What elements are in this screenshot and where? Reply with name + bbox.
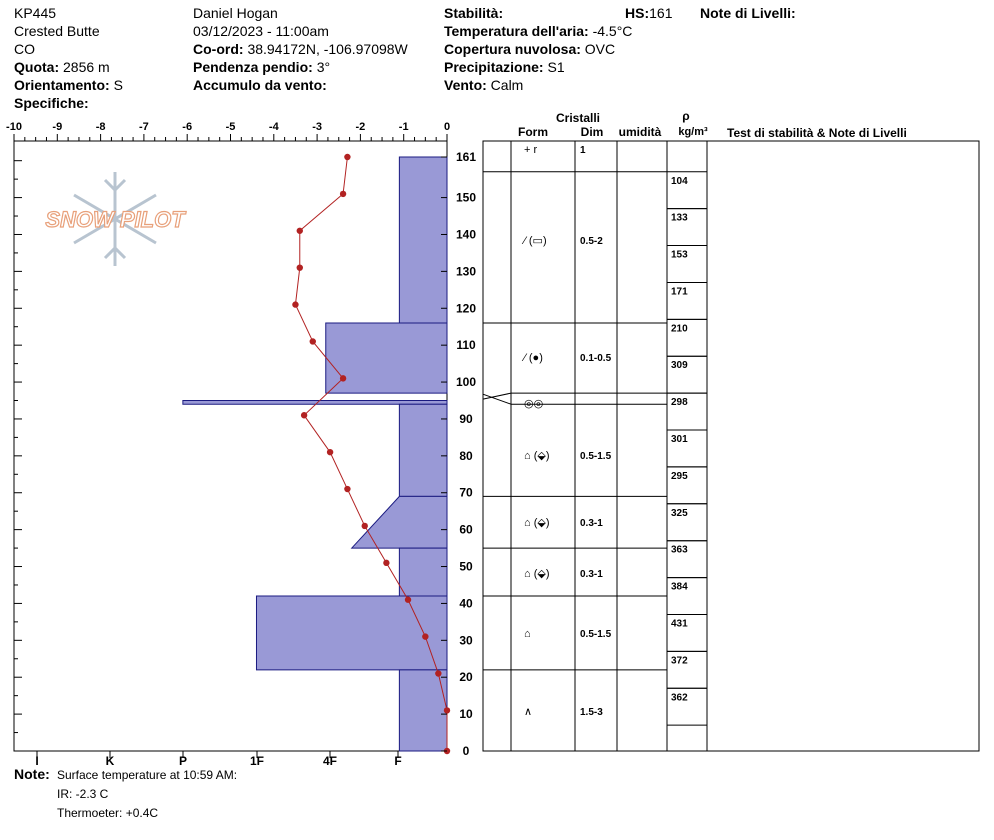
temp-tick-label-1: -9 (52, 121, 63, 133)
density-value-9: 325 (671, 507, 688, 519)
grain-form-7: ⌂ (524, 628, 531, 640)
temperature-point-4 (292, 301, 298, 307)
hardness-segment-1 (326, 323, 447, 393)
temperature-point-11 (383, 560, 389, 566)
grain-size-0: 1 (580, 145, 586, 156)
grain-form-4: ⌂ (⬙) (524, 450, 550, 462)
temperature-point-0 (344, 154, 350, 160)
temperature-point-13 (422, 633, 428, 639)
temp-tick-label-6: -4 (268, 121, 279, 133)
hs-label: HS: (625, 5, 650, 21)
grain-size-1: 0.5-2 (580, 236, 603, 247)
temperature-point-3 (297, 264, 303, 270)
density-value-3: 171 (671, 286, 688, 298)
density-value-11: 384 (671, 581, 688, 593)
notes-line-2: IR: -2.3 C (57, 787, 109, 801)
hardness-tick-label-4: 4F (322, 754, 338, 768)
height-tick-label-15: 150 (455, 190, 477, 205)
grain-form-2: ⁄ (●) (524, 352, 543, 364)
elevation-value: 2856 m (63, 59, 110, 75)
aspect-value: S (113, 77, 123, 93)
density-value-1: 133 (671, 212, 688, 224)
height-tick-label-2: 20 (459, 670, 473, 685)
logo-text: SNOW PILOT (45, 207, 185, 232)
height-tick-label-12: 120 (455, 301, 477, 316)
height-tick-label-0: 0 (462, 744, 470, 758)
hardness-segment-3 (399, 404, 447, 496)
temperature-point-10 (362, 523, 368, 529)
state: CO (14, 41, 35, 57)
hardness-segment-5 (399, 548, 447, 596)
wind-value: Calm (490, 77, 524, 93)
density-value-4: 210 (671, 323, 688, 335)
density-value-13: 372 (671, 655, 688, 667)
humidity-header: umidità (618, 125, 662, 139)
height-tick-label-16: 161 (455, 150, 477, 164)
temperature-point-8 (327, 449, 333, 455)
layer-notes-label: Note di Livelli: (700, 5, 796, 21)
hardness-profile (183, 157, 447, 751)
grain-form-1: ⁄ (▭) (524, 235, 547, 247)
temp-tick-label-10: 0 (443, 121, 451, 133)
height-tick-label-1: 10 (459, 707, 473, 722)
grain-size-8: 1.5-3 (580, 707, 603, 718)
table-frame (483, 141, 979, 751)
height-tick-label-3: 30 (459, 633, 473, 648)
density-value-8: 295 (671, 470, 688, 482)
rho-header: ρ (682, 109, 690, 123)
height-tick-label-6: 60 (459, 522, 473, 537)
notes-title: Note: (14, 766, 50, 782)
density-value-6: 298 (671, 397, 688, 409)
stability-label: Stabilità: (444, 5, 504, 21)
stability-notes-header: Test di stabilità & Note di Livelli (727, 126, 907, 140)
grain-form-3: ◎◎ (524, 398, 544, 410)
temperature-point-1 (340, 191, 346, 197)
temperature-point-15 (444, 707, 450, 713)
density-value-7: 301 (671, 434, 688, 446)
grain-form-8: ∧ (524, 706, 533, 718)
height-tick-label-13: 130 (455, 264, 477, 279)
precip-label: Precipitazione: (444, 59, 544, 75)
temp-tick-label-2: -8 (95, 121, 106, 133)
coord-value: 38.94172N, -106.97098W (247, 41, 408, 57)
temperature-point-2 (297, 228, 303, 234)
hs-value: 161 (649, 5, 673, 21)
hardness-segment-2 (183, 401, 447, 405)
temperature-point-7 (301, 412, 307, 418)
height-tick-label-4: 40 (459, 596, 473, 611)
density-value-0: 104 (671, 175, 688, 187)
notes-line-1: Surface temperature at 10:59 AM: (57, 768, 238, 782)
temperature-point-6 (340, 375, 346, 381)
temp-tick-label-0: -10 (6, 121, 22, 133)
hardness-tick-label-1: K (105, 754, 115, 768)
hardness-tick-label-5: F (394, 754, 402, 768)
height-tick-label-5: 50 (459, 559, 473, 574)
snowpilot-logo (45, 172, 186, 266)
observer: Daniel Hogan (193, 5, 278, 21)
layer-table (483, 109, 979, 751)
height-tick-label-7: 70 (459, 485, 473, 500)
slope-label: Pendenza pendio: (193, 59, 313, 75)
temperature-point-12 (405, 597, 411, 603)
grain-form-5: ⌂ (⬙) (524, 517, 550, 529)
hardness-segment-6 (256, 596, 447, 670)
grain-form-0: + r (524, 144, 538, 156)
hardness-segment-0 (399, 157, 447, 323)
grain-size-5: 0.3-1 (580, 518, 603, 529)
coord-label: Co-ord: (193, 41, 244, 57)
precip-value: S1 (547, 59, 565, 75)
temp-tick-label-9: -1 (398, 121, 409, 133)
slope-value: 3° (316, 59, 331, 75)
density-value-5: 309 (671, 360, 688, 372)
height-tick-label-8: 80 (459, 448, 473, 463)
temp-tick-label-3: -7 (139, 121, 149, 133)
hardness-tick-label-3: 1F (249, 754, 265, 768)
grain-size-7: 0.5-1.5 (580, 629, 612, 640)
height-tick-label-10: 100 (455, 375, 477, 390)
temp-tick-label-7: -3 (312, 121, 322, 133)
height-tick-label-11: 110 (456, 338, 476, 353)
temperature-point-9 (344, 486, 350, 492)
wind-load-label: Accumulo da vento: (193, 77, 327, 93)
height-tick-label-9: 90 (459, 411, 473, 426)
dim-header: Dim (580, 125, 604, 139)
datetime: 03/12/2023 - 11:00am (193, 23, 329, 39)
air-temp-value: -4.5°C (592, 23, 633, 39)
temperature-point-5 (310, 338, 316, 344)
grain-size-4: 0.5-1.5 (580, 451, 612, 462)
pit-id: KP445 (14, 5, 57, 21)
cloud-value: OVC (584, 41, 616, 57)
temp-tick-label-5: -5 (225, 121, 236, 133)
cloud-label: Copertura nuvolosa: (444, 41, 581, 57)
density-value-2: 153 (671, 249, 688, 261)
hardness-segment-4 (352, 496, 447, 548)
temperature-point-14 (435, 670, 441, 676)
aspect-label: Orientamento: (14, 77, 110, 93)
location: Crested Butte (14, 23, 100, 39)
density-value-12: 431 (671, 618, 688, 630)
grain-form-6: ⌂ (⬙) (524, 568, 550, 580)
elevation-label: Quota: (14, 59, 60, 75)
cristalli-header: Cristalli (555, 111, 601, 125)
temp-tick-label-8: -2 (355, 121, 366, 133)
hardness-tick-label-2: P (178, 754, 188, 768)
temp-tick-label-4: -6 (182, 121, 193, 133)
form-header: Form (518, 125, 548, 139)
grain-size-2: 0.1-0.5 (580, 353, 612, 364)
wind-label: Vento: (444, 77, 487, 93)
height-tick-label-14: 140 (455, 227, 477, 242)
density-value-10: 363 (671, 544, 688, 556)
air-temp-label: Temperatura dell'aria: (444, 23, 589, 39)
notes-line-3: Thermoeter: +0.4C (57, 806, 159, 820)
density-value-14: 362 (671, 692, 688, 704)
grain-size-6: 0.3-1 (580, 569, 603, 580)
specifics-label: Specifiche: (14, 95, 89, 111)
hardness-tick-label-0: I (35, 754, 39, 768)
density-unit-header: kg/m³ (678, 126, 708, 138)
